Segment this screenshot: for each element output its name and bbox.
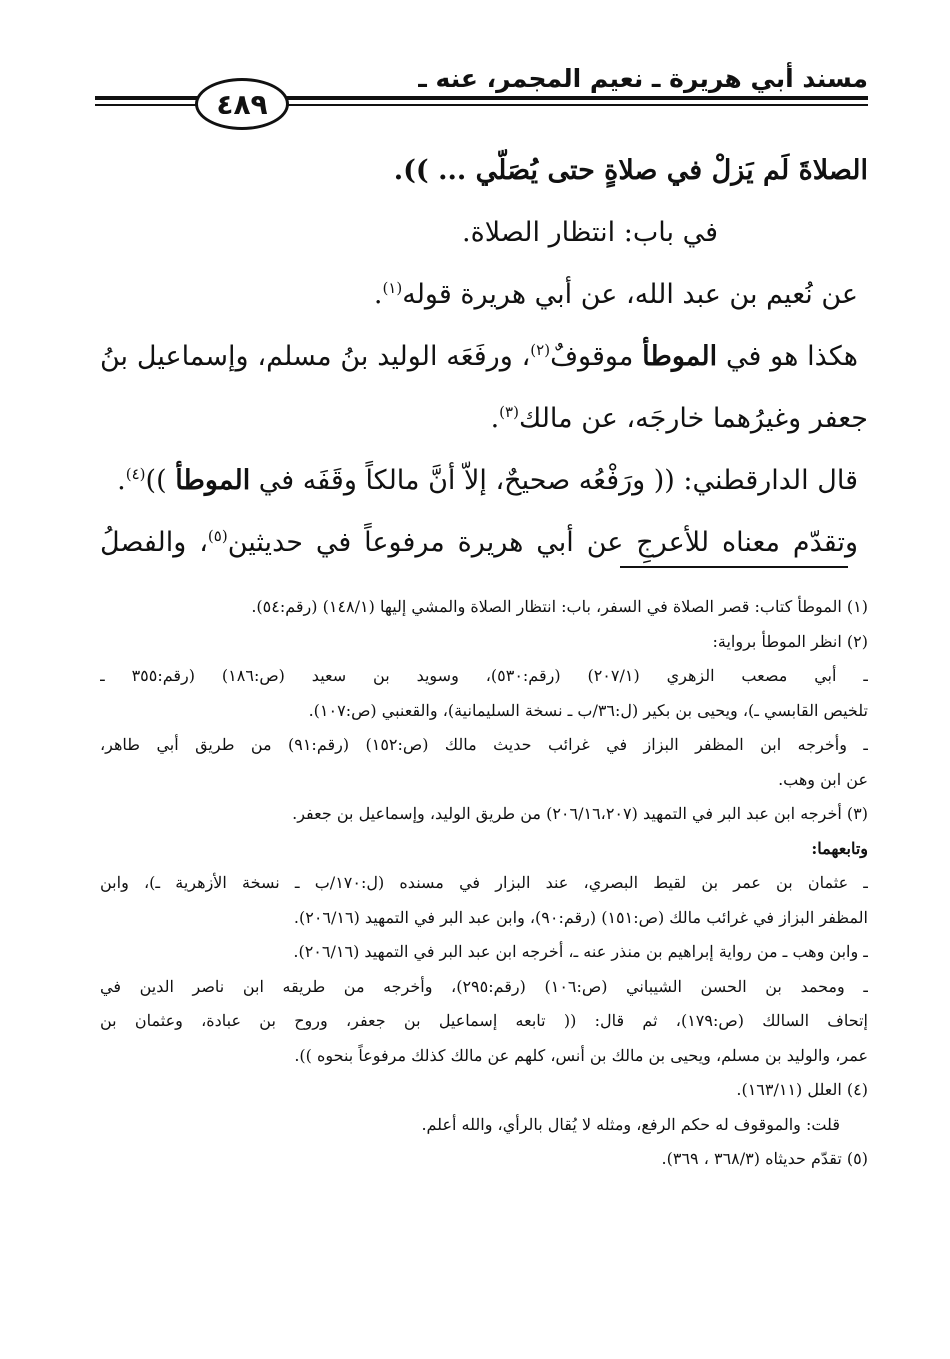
- footnote-line: قلت: والموقوف له حكم الرفع، ومثله لا يُقال بالرأي، والله أعلم.: [421, 1114, 840, 1134]
- text-line: [100, 512, 868, 574]
- text-span: الصلاةَ لَم يَزلْ في صلاةٍ حتى يُصَلّي ... )).: [393, 155, 868, 186]
- footnote-line: ـ ومحمد بن الحسن الشيباني (ص:١٠٦) (رقم:٢٩٥)، وأخرجه من طريقه ابن ناصر الدين في: [100, 976, 868, 996]
- page-number-oval: [195, 78, 289, 130]
- text-span: .: [373, 279, 383, 310]
- footnote-line: (٣) أخرجه ابن عبد البر في التمهيد (٢٠٦/١٦،٢٠٧) من طريق الوليد، وإسماعيل بن جعفر.: [292, 804, 868, 823]
- text-span: ، والفصلُ: [100, 527, 208, 558]
- text-span: هكذا هو في: [717, 341, 858, 372]
- running-head: مسند أبي هريرة ـ نعيم المجمر، عنه ـ: [418, 64, 868, 93]
- page-number: ٤٨٩: [216, 87, 268, 121]
- text-span: جعفر وغيرُهما خارجَه، عن مالك: [518, 403, 868, 434]
- footnotes: [100, 590, 868, 1177]
- text-span: .: [490, 403, 500, 434]
- footnote-ref: (١): [382, 279, 403, 297]
- footnote-line: (١) الموطأ كتاب: قصر الصلاة في السفر، باب: انتظار الصلاة والمشي إليها (١٤٨/١) (رقم:٥٤).: [251, 597, 868, 616]
- footnote-ref: (٣): [499, 403, 519, 421]
- text-span: .: [117, 465, 126, 496]
- footnote-line: ـ وابن وهب ـ من رواية إبراهيم بن منذر عنه ـ، أخرجه ابن عبد البر في التمهيد (٢٠٦/١٦).: [293, 942, 868, 961]
- text-line: [100, 264, 868, 326]
- footnote-line: عن ابن وهب.: [778, 769, 868, 789]
- text-line: [100, 388, 868, 450]
- text-line: [100, 202, 868, 264]
- footnote-line: تلخيص القابسي ـ)، ويحيى بن بكير (ل:٣٦/ب ـ نسخة السليمانية)، والقعنبي (ص:١٠٧).: [308, 700, 868, 720]
- footnote-ref: (٥): [207, 527, 228, 545]
- book-title: الموطأ: [642, 341, 718, 372]
- main-text: [100, 140, 868, 574]
- footnote-ref: (٢): [530, 341, 551, 359]
- footnote-line: (٢) انظر الموطأ برواية:: [712, 631, 868, 651]
- footnote-line: ـ وأخرجه ابن المظفر البزاز في غرائب حديث مالك (ص:١٥٢) (رقم:٩١) من طريق أبي طاهر،: [100, 735, 868, 754]
- text-line: [100, 140, 868, 202]
- footnote-ref: (٤): [125, 465, 146, 483]
- page-header: [95, 52, 868, 132]
- footnote-line: إتحاف السالك (ص:١٧٩)، ثم قال: (( تابعه إسماعيل بن جعفر، وروح بن عبادة، وعثمان بن: [100, 1011, 868, 1030]
- footnote-line: (٥) تقدّم حديثاه (٣٦٨/٣ ، ٣٦٩).: [661, 1149, 868, 1168]
- text-line: [100, 450, 868, 512]
- footnote-separator: [620, 566, 848, 568]
- footnote-line: ـ عثمان بن عمر بن لقيط البصري، عند البزار في مسنده (ل:١٧٠/ب ـ نسخة الأزهرية ـ)، وابن: [100, 873, 868, 892]
- footnote-line: (٤) العلل (١٦٣/١١).: [736, 1080, 868, 1099]
- text-span: في باب: انتظار الصلاة.: [462, 217, 718, 248]
- text-span: قال الدارقطني: (( ورَفْعُه صحيحٌ، إلاّ أنَّ مالكاً وقَفَه في: [250, 465, 858, 496]
- text-line: [100, 326, 868, 388]
- text-span: )): [145, 465, 176, 496]
- text-span: ، ورفَعَه الوليد بنُ مسلم، وإسماعيل بنُ: [100, 341, 531, 372]
- text-span: عن نُعيم بن عبد الله، عن أبي هريرة قوله: [402, 279, 858, 310]
- text-span: موقوفٌ: [550, 341, 643, 372]
- text-span: وتقدّم معناه للأعرجِ عن أبي هريرة مرفوعاً في حديثين: [227, 527, 858, 558]
- book-title: الموطأ: [175, 465, 251, 496]
- footnote-line: عمر، والوليد بن مسلم، ويحيى بن مالك بن أنس، كلهم عن مالك كذلك مرفوعاً بنحوه )).: [294, 1045, 868, 1065]
- footnote-line: وتابعهما:: [811, 838, 868, 858]
- footnote-line: المظفر البزاز في غرائب مالك (ص:١٥١) (رقم:٩٠)، وابن عبد البر في التمهيد (٢٠٦/١٦).: [293, 907, 868, 927]
- footnote-line: ـ أبي مصعب الزهري (٢٠٧/١) (رقم:٥٣٠)، وسويد بن سعيد (ص:١٨٦) (رقم:٣٥٥ ـ: [100, 666, 868, 685]
